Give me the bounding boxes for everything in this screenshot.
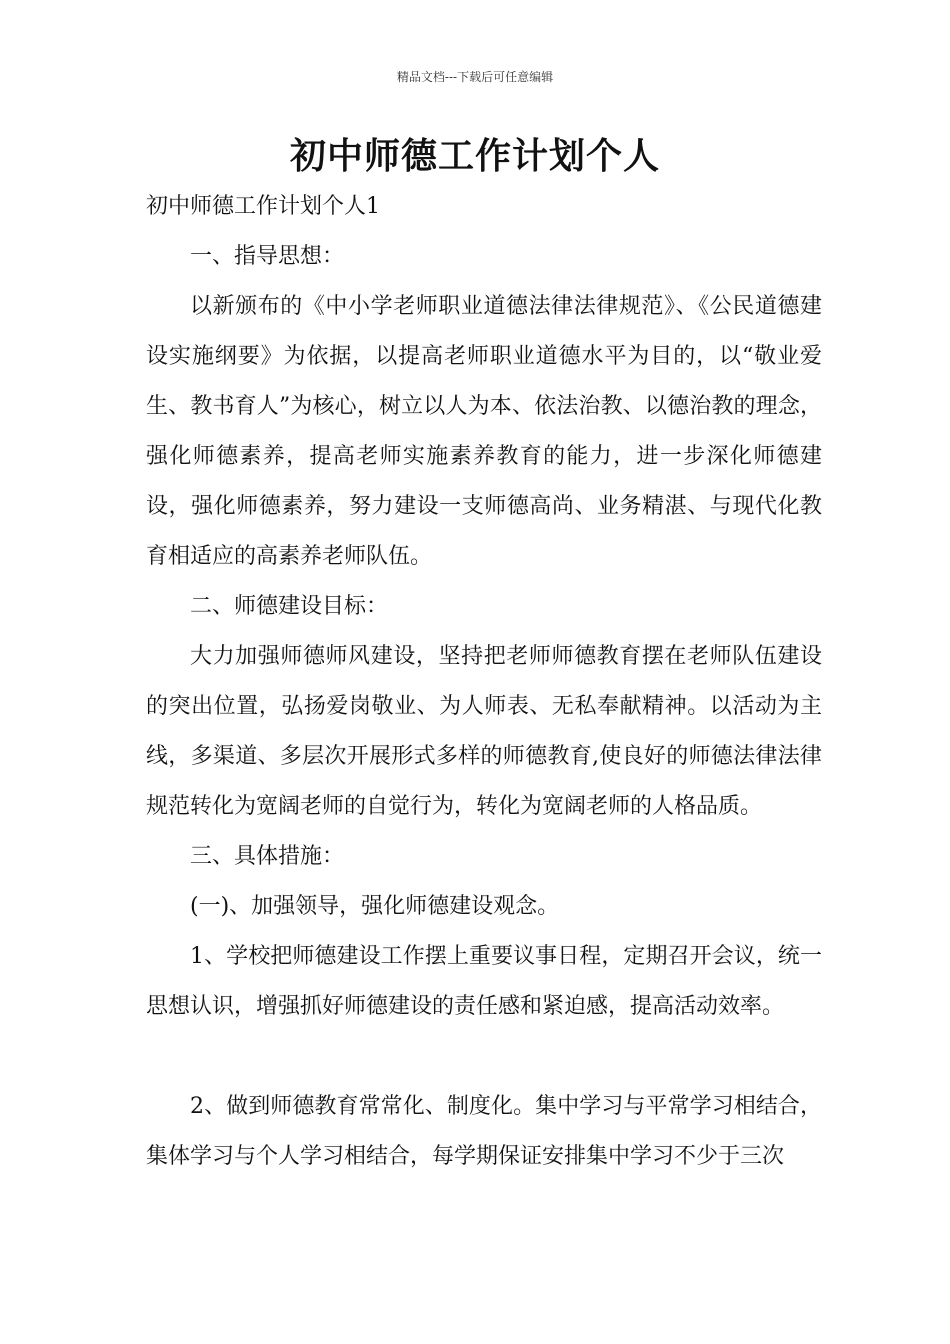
section-heading-guiding-thought: 一、指导思想： [190, 244, 345, 269]
section-heading-goals: 二、师德建设目标： [190, 594, 389, 619]
document-body [146, 182, 822, 1182]
section-heading-measures: 三、具体措施： [190, 844, 345, 869]
document-title: 初中师德工作计划个人 [289, 135, 660, 177]
subsection-heading-leadership: (一)、加强领导，强化师德建设观念。 [190, 894, 560, 919]
paragraph-guiding-thought: 以新颁布的《中小学老师职业道德法律法律规范》、《公民道德建设实施纲要》为依据，以提高老师职业道德水平为目的，以“敬业爱生、教书育人”为核心，树立以人为本、依法治教、以德治教的理念，强化师德素养，提高老师实施素养教育的能力，进一步深化师德建设，强化师德素养，努力建设一支师德高尚、业务精湛、与现代化教育相适应的高素养老师队伍。 [146, 294, 822, 569]
page-header: 精品文档---下载后可任意编辑 [396, 70, 554, 84]
document-subtitle: 初中师德工作计划个人1 [146, 194, 380, 219]
paragraph-gap [146, 1032, 822, 1082]
paragraph-measure-1: 1、学校把师德建设工作摆上重要议事日程，定期召开会议，统一思想认识，增强抓好师德建设的责任感和紧迫感，提高活动效率。 [146, 944, 822, 1019]
paragraph-measure-2: 2、做到师德教育常常化、制度化。集中学习与平常学习相结合，集体学习与个人学习相结合，每学期保证安排集中学习不少于三次 [146, 1094, 822, 1169]
paragraph-goals: 大力加强师德师风建设，坚持把老师师德教育摆在老师队伍建设的突出位置，弘扬爱岗敬业、为人师表、无私奉献精神。以活动为主线，多渠道、多层次开展形式多样的师德教育,使良好的师德法律法律规范转化为宽阔老师的自觉行为，转化为宽阔老师的人格品质。 [146, 644, 822, 819]
